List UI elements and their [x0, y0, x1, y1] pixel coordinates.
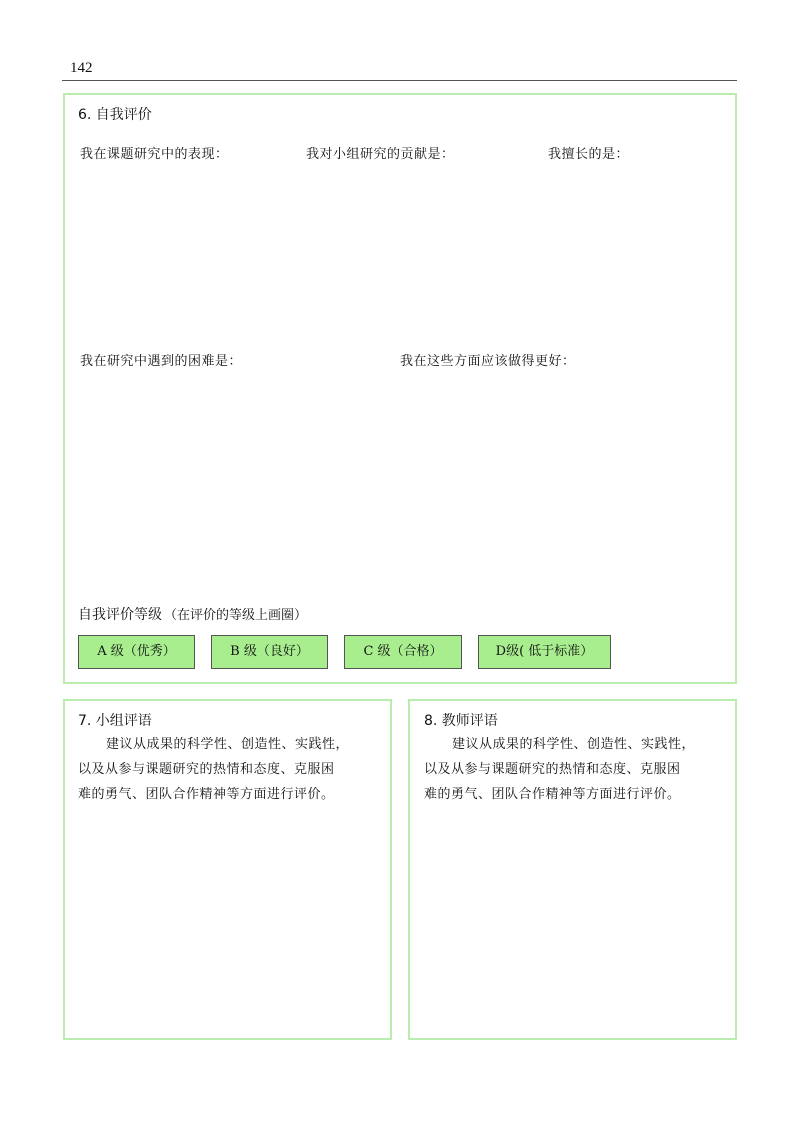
grade-d-button[interactable]: D级( 低于标准）: [478, 635, 611, 669]
grade-c-button[interactable]: C 级（合格）: [344, 635, 462, 669]
self-evaluation-panel: [63, 93, 737, 684]
self-evaluation-title: 6. 自我评价: [78, 107, 152, 123]
improvement-prompt: 我在这些方面应该做得更好：: [400, 354, 576, 369]
grade-a-button[interactable]: A 级（优秀）: [78, 635, 195, 669]
grade-heading-label: 自我评价等级: [78, 607, 162, 623]
contribution-prompt: 我对小组研究的贡献是：: [306, 147, 455, 162]
teacher-comment-line: 难的勇气、团队合作精神等方面进行评价。: [424, 787, 681, 802]
teacher-comment-line: 建议从成果的科学性、创造性、实践性，: [452, 737, 696, 752]
group-comment-line: 难的勇气、团队合作精神等方面进行评价。: [78, 787, 335, 802]
header-divider: [62, 80, 737, 81]
group-comment-title: 7. 小组评语: [78, 713, 152, 729]
grade-heading-note: （在评价的等级上画圈）: [164, 608, 308, 623]
group-comment-line: 以及从参与课题研究的热情和态度、克服困: [78, 762, 335, 777]
teacher-comment-line: 以及从参与课题研究的热情和态度、克服困: [424, 762, 681, 777]
strength-prompt: 我擅长的是：: [548, 147, 630, 162]
group-comment-line: 建议从成果的科学性、创造性、实践性，: [106, 737, 350, 752]
group-comment-instructions: [78, 732, 388, 807]
grade-heading: [78, 604, 307, 624]
page-number: 142: [70, 60, 93, 76]
grade-b-button[interactable]: B 级（良好）: [211, 635, 328, 669]
difficulty-prompt: 我在研究中遇到的困难是：: [80, 354, 243, 369]
teacher-comment-instructions: [424, 732, 734, 807]
teacher-comment-title: 8. 教师评语: [424, 713, 498, 729]
performance-prompt: 我在课题研究中的表现：: [80, 147, 229, 162]
